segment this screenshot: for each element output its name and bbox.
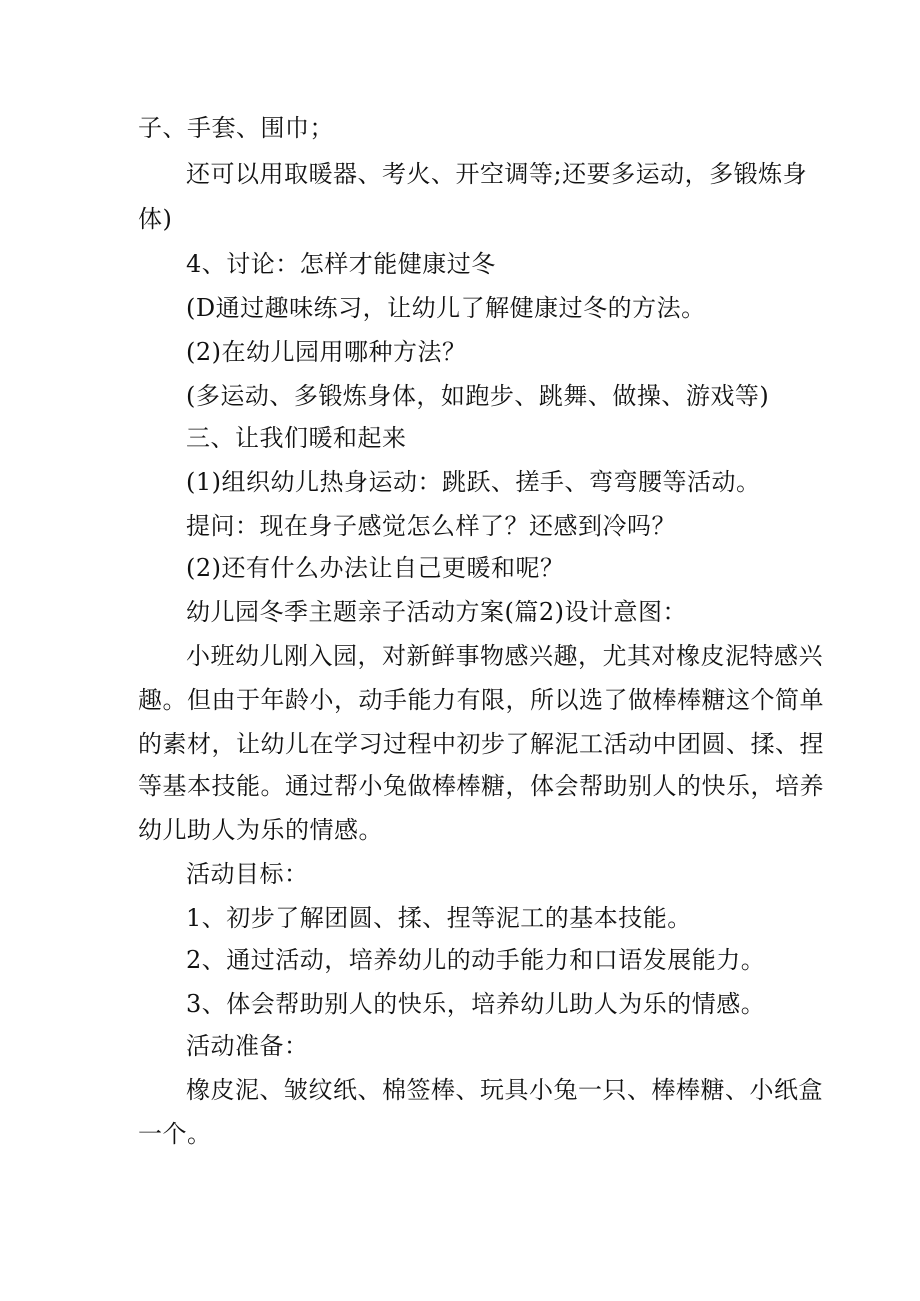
paragraph-line: 等基本技能。通过帮小兔做棒棒糖，体会帮助别人的快乐，培养 <box>138 772 824 800</box>
text-line: (D通过趣味练习，让幼儿了解健康过冬的方法。 <box>186 294 706 322</box>
paragraph-line: 橡皮泥、皱纹纸、棉签棒、玩具小兔一只、棒棒糖、小纸盒 <box>186 1076 823 1104</box>
text-line: (2)在幼儿园用哪种方法？ <box>186 338 467 366</box>
goal-item: 2、通过活动，培养幼儿的动手能力和口语发展能力。 <box>186 946 766 974</box>
plan-title: 幼儿园冬季主题亲子活动方案(篇2)设计意图： <box>186 598 687 626</box>
goal-item: 3、体会帮助别人的快乐，培养幼儿助人为乐的情感。 <box>186 990 766 1018</box>
section-heading: 三、让我们暖和起来 <box>186 424 407 452</box>
text-line: 子、手套、围巾； <box>138 114 334 142</box>
section-item-heading: 4、讨论：怎样才能健康过冬 <box>186 250 496 278</box>
text-line: 还可以用取暖器、考火、开空调等;还要多运动，多锻炼身 <box>186 160 808 188</box>
paragraph-line: 一个。 <box>138 1120 212 1148</box>
text-line: (1)组织幼儿热身运动：跳跃、搓手、弯弯腰等活动。 <box>186 468 761 496</box>
paragraph-line: 幼儿助人为乐的情感。 <box>138 816 383 844</box>
text-line: 体) <box>138 205 173 233</box>
text-line: 提问：现在身子感觉怎么样了？还感到冷吗？ <box>186 512 676 540</box>
text-line: (多运动、多锻炼身体，如跑步、跳舞、做操、游戏等) <box>186 382 770 410</box>
preparation-heading: 活动准备： <box>186 1032 309 1060</box>
goals-heading: 活动目标： <box>186 860 309 888</box>
goal-item: 1、初步了解团圆、揉、捏等泥工的基本技能。 <box>186 904 692 932</box>
paragraph-line: 趣。但由于年龄小，动手能力有限，所以选了做棒棒糖这个简单 <box>138 686 824 714</box>
text-line: (2)还有什么办法让自己更暖和呢？ <box>186 554 565 582</box>
paragraph-line: 的素材，让幼儿在学习过程中初步了解泥工活动中团圆、揉、捏 <box>138 730 824 758</box>
paragraph-line: 小班幼儿刚入园，对新鲜事物感兴趣，尤其对橡皮泥特感兴 <box>186 642 823 670</box>
